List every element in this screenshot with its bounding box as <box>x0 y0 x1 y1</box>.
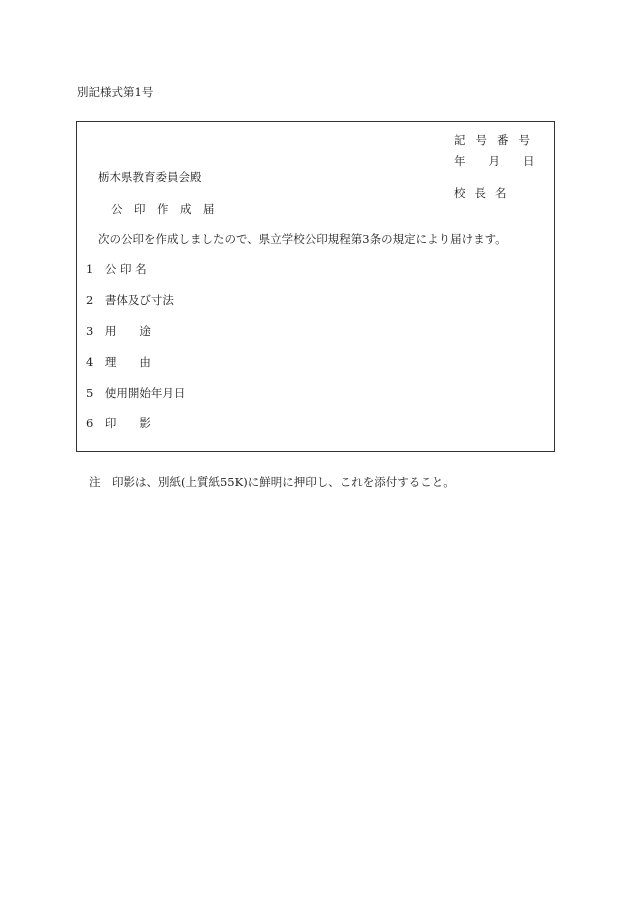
form-number-label: 別記様式第1号 <box>77 85 154 99</box>
addressee: 栃木県教育委員会殿 <box>98 170 202 184</box>
footnote: 注 印影は、別紙(上質紙55K)に鮮明に押印し、これを添付すること。 <box>89 475 455 489</box>
principal-name-label: 校長名 <box>454 186 516 200</box>
body-text: 次の公印を作成しましたので、県立学校公印規程第3条の規定により届けます。 <box>98 232 507 246</box>
list-item: 5 使用開始年月日 <box>86 386 186 400</box>
list-item: 1 公 印 名 <box>86 262 147 276</box>
list-item: 4 理 由 <box>86 355 151 369</box>
document-title: 公 印 作 成 届 <box>111 202 215 216</box>
list-item: 2 書体及び寸法 <box>86 293 174 307</box>
date-line: 年 月 日 <box>454 154 535 168</box>
list-item: 3 用 途 <box>86 324 151 338</box>
document-number-label: 記号番号 <box>454 133 540 147</box>
list-item: 6 印 影 <box>86 416 151 430</box>
